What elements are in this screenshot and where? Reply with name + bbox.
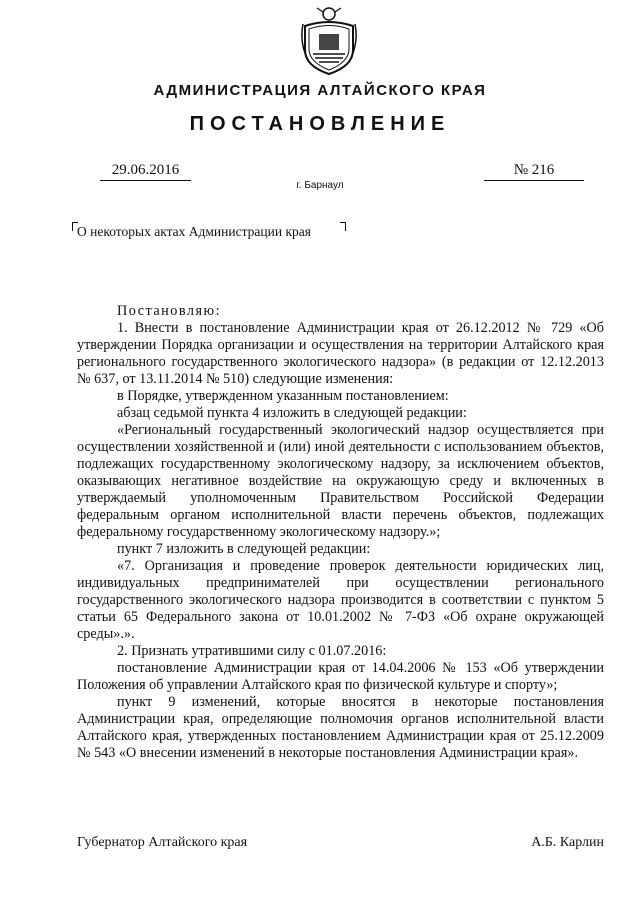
body-paragraph: пункт 7 изложить в следующей редакции:: [117, 541, 371, 557]
body-paragraph: «7. Организация и проведение проверок деятельности юридических лиц, индивидуальных предпринимателей при осуществлении регионального государственного экологического надзора производится в соответствии с пунктом 5 статьи 65 Федерального закона от 10.01.2002 № 7-ФЗ «Об охране окружающей среды».».: [77, 558, 604, 642]
document-date: 29.06.2016: [100, 162, 191, 181]
document-city: г. Барнаул: [296, 180, 344, 191]
organization-title: АДМИНИСТРАЦИЯ АЛТАЙСКОГО КРАЯ: [153, 82, 487, 99]
coat-of-arms-icon: [299, 4, 359, 76]
body-paragraph: в Порядке, утвержденном указанным постановлением:: [117, 388, 449, 404]
signatory-name: А.Б. Карлин: [531, 835, 604, 850]
document-body: [77, 303, 604, 762]
body-paragraph: постановление Администрации края от 14.04.2006 № 153 «Об утверждении Положения об управлении Алтайского края по физической культуре и спорту»;: [77, 660, 604, 693]
signatory-position: Губернатор Алтайского края: [77, 835, 248, 850]
subject-bracket-right: [340, 222, 346, 231]
document-subject: О некоторых актах Администрации края: [77, 224, 311, 239]
body-paragraph: «Региональный государственный экологический надзор осуществляется при осуществлении хозяйственной и (или) иной деятельности с использованием объектов, подлежащих государственному экологическому надзору, за исключением объектов, оказывающих негативное воздействие на окружающую среду и включенных в утверждаемый уполномоченным Правительством Российской Федерации федеральным органом исполнительной власти перечень объектов, подлежащих федеральному государственному экологическому надзору.»;: [77, 422, 604, 540]
body-paragraph: 2. Признать утратившими силу с 01.07.2016:: [117, 643, 387, 659]
document-number: № 216: [484, 162, 584, 181]
body-paragraph: абзац седьмой пункта 4 изложить в следующей редакции:: [117, 405, 467, 421]
body-paragraph: 1. Внести в постановление Администрации края от 26.12.2012 № 729 «Об утверждении Порядка организации и осуществления на территории Алтайского края регионального государственного экологического надзора» (в редакции от 12.12.2013 № 637, от 13.11.2014 № 510) следующие изменения:: [77, 320, 604, 387]
document-type: ПОСТАНОВЛЕНИЕ: [189, 113, 451, 135]
body-paragraph: пункт 9 изменений, которые вносятся в некоторые постановления Администрации края, определяющие полномочия органов исполнительной власти Алтайского края, утвержденных постановлением Администрации края от 25.12.2009 № 543 «О внесении изменений в некоторые постановления Администрации края».: [77, 694, 604, 761]
body-paragraph: Постановляю:: [117, 303, 222, 319]
